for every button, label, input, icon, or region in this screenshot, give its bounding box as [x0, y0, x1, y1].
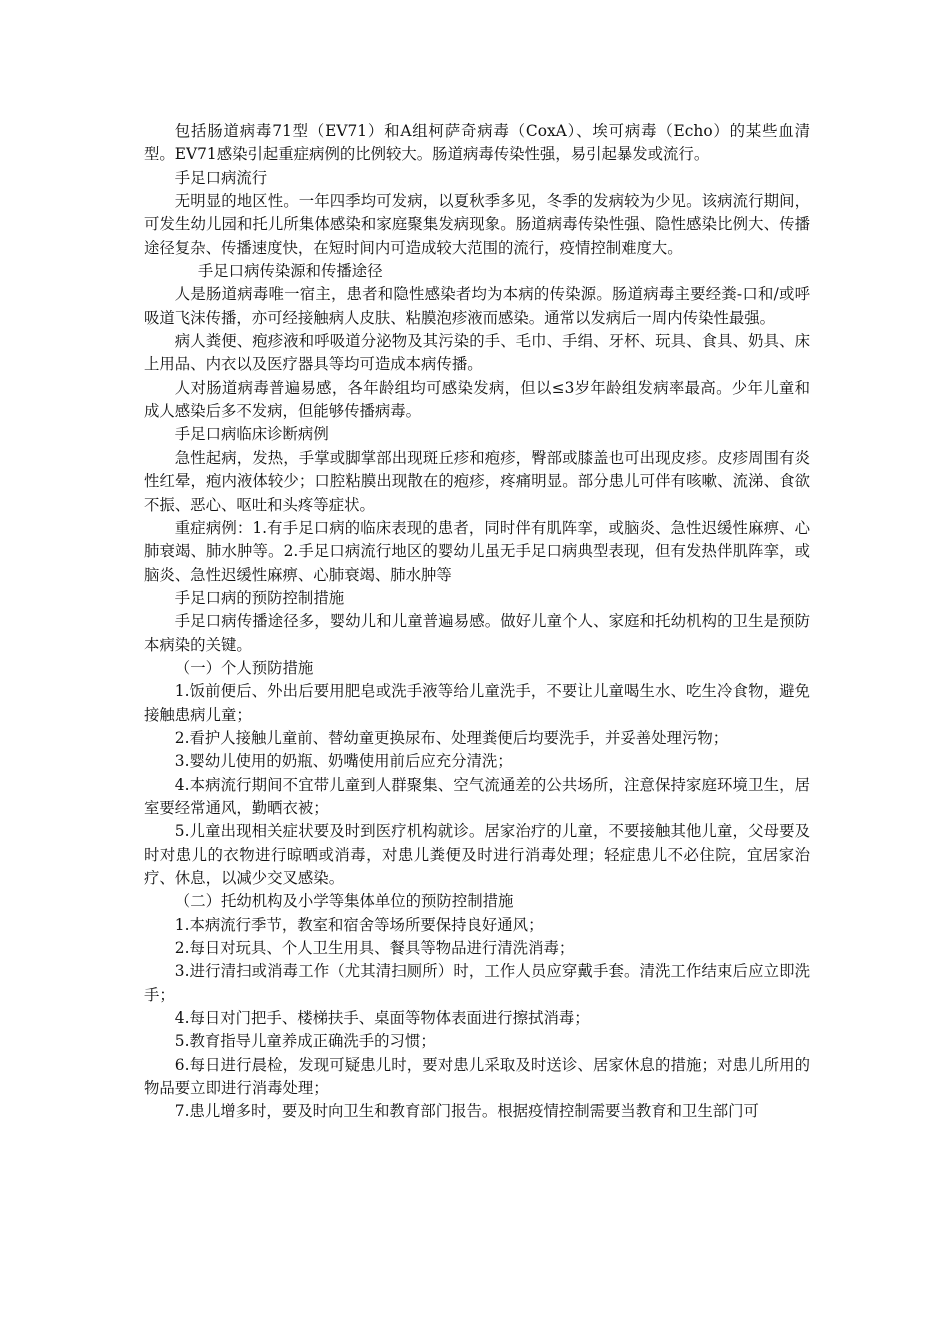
paragraph-prevention-intro: 手足口病传播途径多，婴幼儿和儿童普遍易感。做好儿童个人、家庭和托幼机构的卫生是预防本病染的关键。	[144, 612, 810, 654]
heading-epidemic: 手足口病流行	[174, 168, 268, 187]
paragraph-epidemic: 无明显的地区性。一年四季均可发病，以夏秋季多见，冬季的发病较为少见。该病流行期间，可发生幼儿园和托儿所集体感染和家庭聚集发病现象。肠道病毒传染性强、隐性感染比例大、传播途径复杂、传播速度快，在短时间内可造成较大范围的流行，疫情控制难度大。	[144, 192, 810, 257]
heading-institution-prevention: （二）托幼机构及小学等集体单位的预防控制措施	[174, 892, 514, 911]
list-item-institution-6: 6.每日进行晨检，发现可疑患儿时，要对患儿采取及时送诊、居家休息的措施；对患儿所用的物品要立即进行消毒处理；	[144, 1055, 810, 1098]
heading-prevention: 手足口病的预防控制措施	[174, 588, 345, 607]
list-item-institution-3: 3.进行清扫或消毒工作（尤其清扫厕所）时，工作人员应穿戴手套。清洗工作结束后应立即洗手；	[144, 962, 810, 1004]
list-item-personal-5: 5.儿童出现相关症状要及时到医疗机构就诊。居家治疗的儿童，不要接触其他儿童，父母要及时对患儿的衣物进行晾晒或消毒，对患儿粪便及时进行消毒处理；轻症患儿不必住院，宜居家治疗、休息，以减少交叉感染。	[144, 822, 810, 887]
list-item-institution-7: 7.患儿增多时，要及时向卫生和教育部门报告。根据疫情控制需要当教育和卫生部门可	[174, 1102, 759, 1121]
list-item-personal-2: 2.看护人接触儿童前、替幼童更换尿布、处理粪便后均要洗手，并妥善处理污物；	[174, 728, 729, 747]
paragraph-source: 人是肠道病毒唯一宿主，患者和隐性感染者均为本病的传染源。肠道病毒主要经粪-口和/或呼吸道飞沫传播，亦可经接触病人皮肤、粘膜泡疹液而感染。通常以发病后一周内传染性最强。	[144, 285, 810, 327]
list-item-personal-1: 1.饭前便后、外出后要用肥皂或洗手液等给儿童洗手，不要让儿童喝生水、吃生冷食物，避免接触患病儿童；	[144, 682, 810, 724]
list-item-personal-3: 3.婴幼儿使用的奶瓶、奶嘴使用前后应充分清洗；	[174, 752, 513, 771]
heading-source-transmission: 手足口病传染源和传播途径	[197, 262, 383, 281]
list-item-institution-5: 5.教育指导儿童养成正确洗手的习惯；	[174, 1032, 436, 1051]
document-body	[144, 120, 810, 1124]
paragraph-contamination: 病人粪便、疱疹液和呼吸道分泌物及其污染的手、毛巾、手绢、牙杯、玩具、食具、奶具、床上用品、内衣以及医疗器具等均可造成本病传播。	[144, 332, 810, 374]
list-item-institution-2: 2.每日对玩具、个人卫生用具、餐具等物品进行清洗消毒；	[174, 939, 575, 958]
list-item-institution-1: 1.本病流行季节，教室和宿舍等场所要保持良好通风；	[174, 915, 544, 934]
heading-personal-prevention: （一）个人预防措施	[174, 658, 314, 677]
paragraph-symptoms: 急性起病，发热，手掌或脚掌部出现斑丘疹和疱疹，臀部或膝盖也可出现皮疹。皮疹周围有炎性红晕，疱内液体较少；口腔粘膜出现散在的疱疹，疼痛明显。部分患儿可伴有咳嗽、流涕、食欲不振、恶心、呕吐和头疼等症状。	[144, 448, 810, 514]
list-item-institution-4: 4.每日对门把手、楼梯扶手、桌面等物体表面进行擦拭消毒；	[174, 1009, 590, 1028]
paragraph-pathogen: 包括肠道病毒71型（EV71）和A组柯萨奇病毒（CoxA）、埃可病毒（Echo）的某些血清型。EV71感染引起重症病例的比例较大。肠道病毒传染性强，易引起暴发或流行。	[144, 122, 810, 164]
paragraph-severe-cases: 重症病例：1.有手足口病的临床表现的患者，同时伴有肌阵挛，或脑炎、急性迟缓性麻痹、心肺衰竭、肺水肿等。2.手足口病流行地区的婴幼儿虽无手足口病典型表现，但有发热伴肌阵挛，或脑炎、急性迟缓性麻痹、心肺衰竭、肺水肿等	[144, 518, 810, 584]
heading-clinical-diagnosis: 手足口病临床诊断病例	[174, 425, 329, 444]
paragraph-susceptibility: 人对肠道病毒普遍易感，各年龄组均可感染发病，但以≤3岁年龄组发病率最高。少年儿童和成人感染后多不发病，但能够传播病毒。	[144, 378, 810, 421]
list-item-personal-4: 4.本病流行期间不宜带儿童到人群聚集、空气流通差的公共场所，注意保持家庭环境卫生，居室要经常通风，勤晒衣被；	[144, 775, 810, 817]
